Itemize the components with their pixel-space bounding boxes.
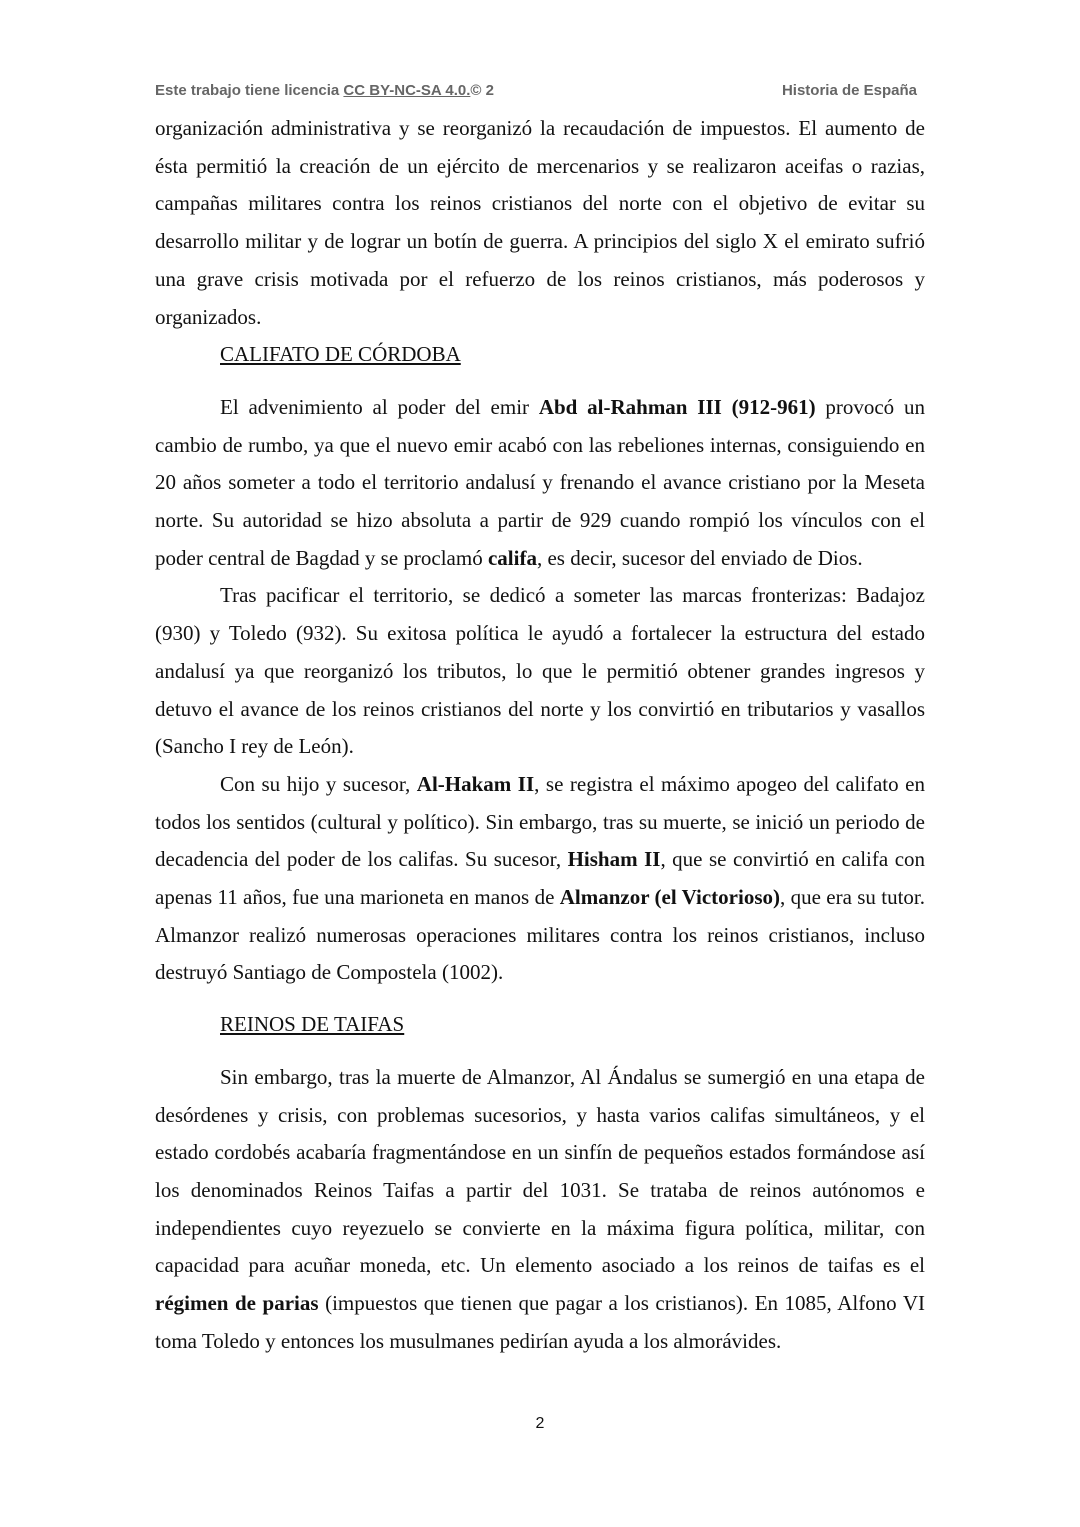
bold-califa: califa — [487, 545, 537, 570]
text-run: (impuestos que tienen que pagar a los cristianos). En 1085, Alfono VI toma Toledo y entonces los musulmanes pedirían ayuda a los almorávides. — [155, 1291, 925, 1353]
license-suffix: © 2 — [470, 82, 494, 99]
text-run: , se registra el máximo apogeo del califato en todos los sentidos (cultural y político). Sin embargo, tras su muerte, se inició un periodo de decadencia del poder de los califas. Su sucesor, — [155, 771, 925, 872]
text-run: Con su hijo y sucesor, — [220, 771, 417, 796]
license-link[interactable]: CC BY-NC-SA 4.0. — [343, 82, 471, 99]
license-notice — [155, 82, 494, 99]
paragraph-abd-al-rahman — [155, 389, 925, 578]
text-run: Sin embargo, tras la muerte de Almanzor, Al Ándalus se sumergió en una etapa de desórdenes y crisis, con problemas sucesorios, y hasta varios califas simultáneos, y el estado cordobés acabaría fragmentándose en un sinfín de pequeños estados formándose así los denominados Reinos Taifas a partir del 1031. Se trataba de reinos autónomos e independientes cuyo reyezuelo se convierte en la máxima figura política, militar, con capacidad para acuñar moneda, etc. Un elemento asociado a los reinos de taifas es el — [155, 1064, 925, 1278]
text-run: provocó un cambio de rumbo, ya que el nuevo emir acabó con las rebeliones internas, consiguiendo en 20 años someter a todo el territorio andalusí y frenando el avance cristiano por la Meseta norte. Su autoridad se hizo absoluta a partir de 929 cuando rompió los vínculos con el poder central de Bagdad y se proclamó — [155, 394, 925, 570]
paragraph-al-hakam — [155, 766, 925, 992]
bold-regimen-parias: régimen de parias — [155, 1291, 319, 1316]
bold-al-hakam: Al-Hakam II — [416, 771, 535, 796]
paragraph-emirate-end: organización administrativa y se reorganizó la recaudación de impuestos. El aumento de ésta permitió la creación de un ejército de mercenarios y se realizaron aceifas o razias, campañas militares contra los reinos cristianos del norte con el objetivo de evitar su desarrollo militar y de lograr un botín de guerra. A principios del siglo X el emirato sufrió una grave crisis motivada por el refuerzo de los reinos cristianos, más poderosos y organizados. — [155, 116, 925, 329]
document-body — [155, 110, 925, 1361]
subject-title: Historia de España — [781, 82, 917, 99]
text-run: , que era su tutor. Almanzor realizó numerosas operaciones militares contra los reinos cristianos, incluso destruyó Santiago de Compostela (1002). — [155, 885, 925, 985]
section-title-taifas-text: REINOS DE TAIFAS — [220, 1012, 405, 1037]
bold-hisham: Hisham II — [567, 847, 661, 872]
bold-abd-al-rahman: Abd al-Rahman III (912-961) — [538, 394, 816, 419]
text-run: El advenimiento al poder del emir — [220, 394, 539, 419]
text-run: , que se convirtió en califa con apenas 11 años, fue una marioneta en manos de — [155, 847, 926, 910]
license-prefix: Este trabajo tiene licencia — [155, 82, 344, 99]
page-header — [155, 82, 917, 104]
section-title-califato — [155, 336, 925, 374]
section-title-taifas — [155, 1006, 925, 1044]
paragraph-taifas — [155, 1059, 925, 1361]
text-run: , es decir, sucesor del enviado de Dios. — [536, 545, 863, 570]
paragraph-marcas-fronterizas: Tras pacificar el territorio, se dedicó a someter las marcas fronterizas: Badajoz (930) y Toledo (932). Su exitosa política le ayudó a fortalecer la estructura del estado andalusí ya que reorganizó los tributos, lo que le permitió obtener grandes ingresos y detuvo el avance de los reinos cristianos del norte y los convirtió en tributarios y vasallos (Sancho I rey de León). — [155, 583, 925, 759]
section-title-califato-text: CALIFATO DE CÓRDOBA — [220, 342, 461, 367]
page-number: 2 — [535, 1415, 545, 1432]
bold-almanzor: Almanzor (el Victorioso) — [559, 885, 780, 910]
